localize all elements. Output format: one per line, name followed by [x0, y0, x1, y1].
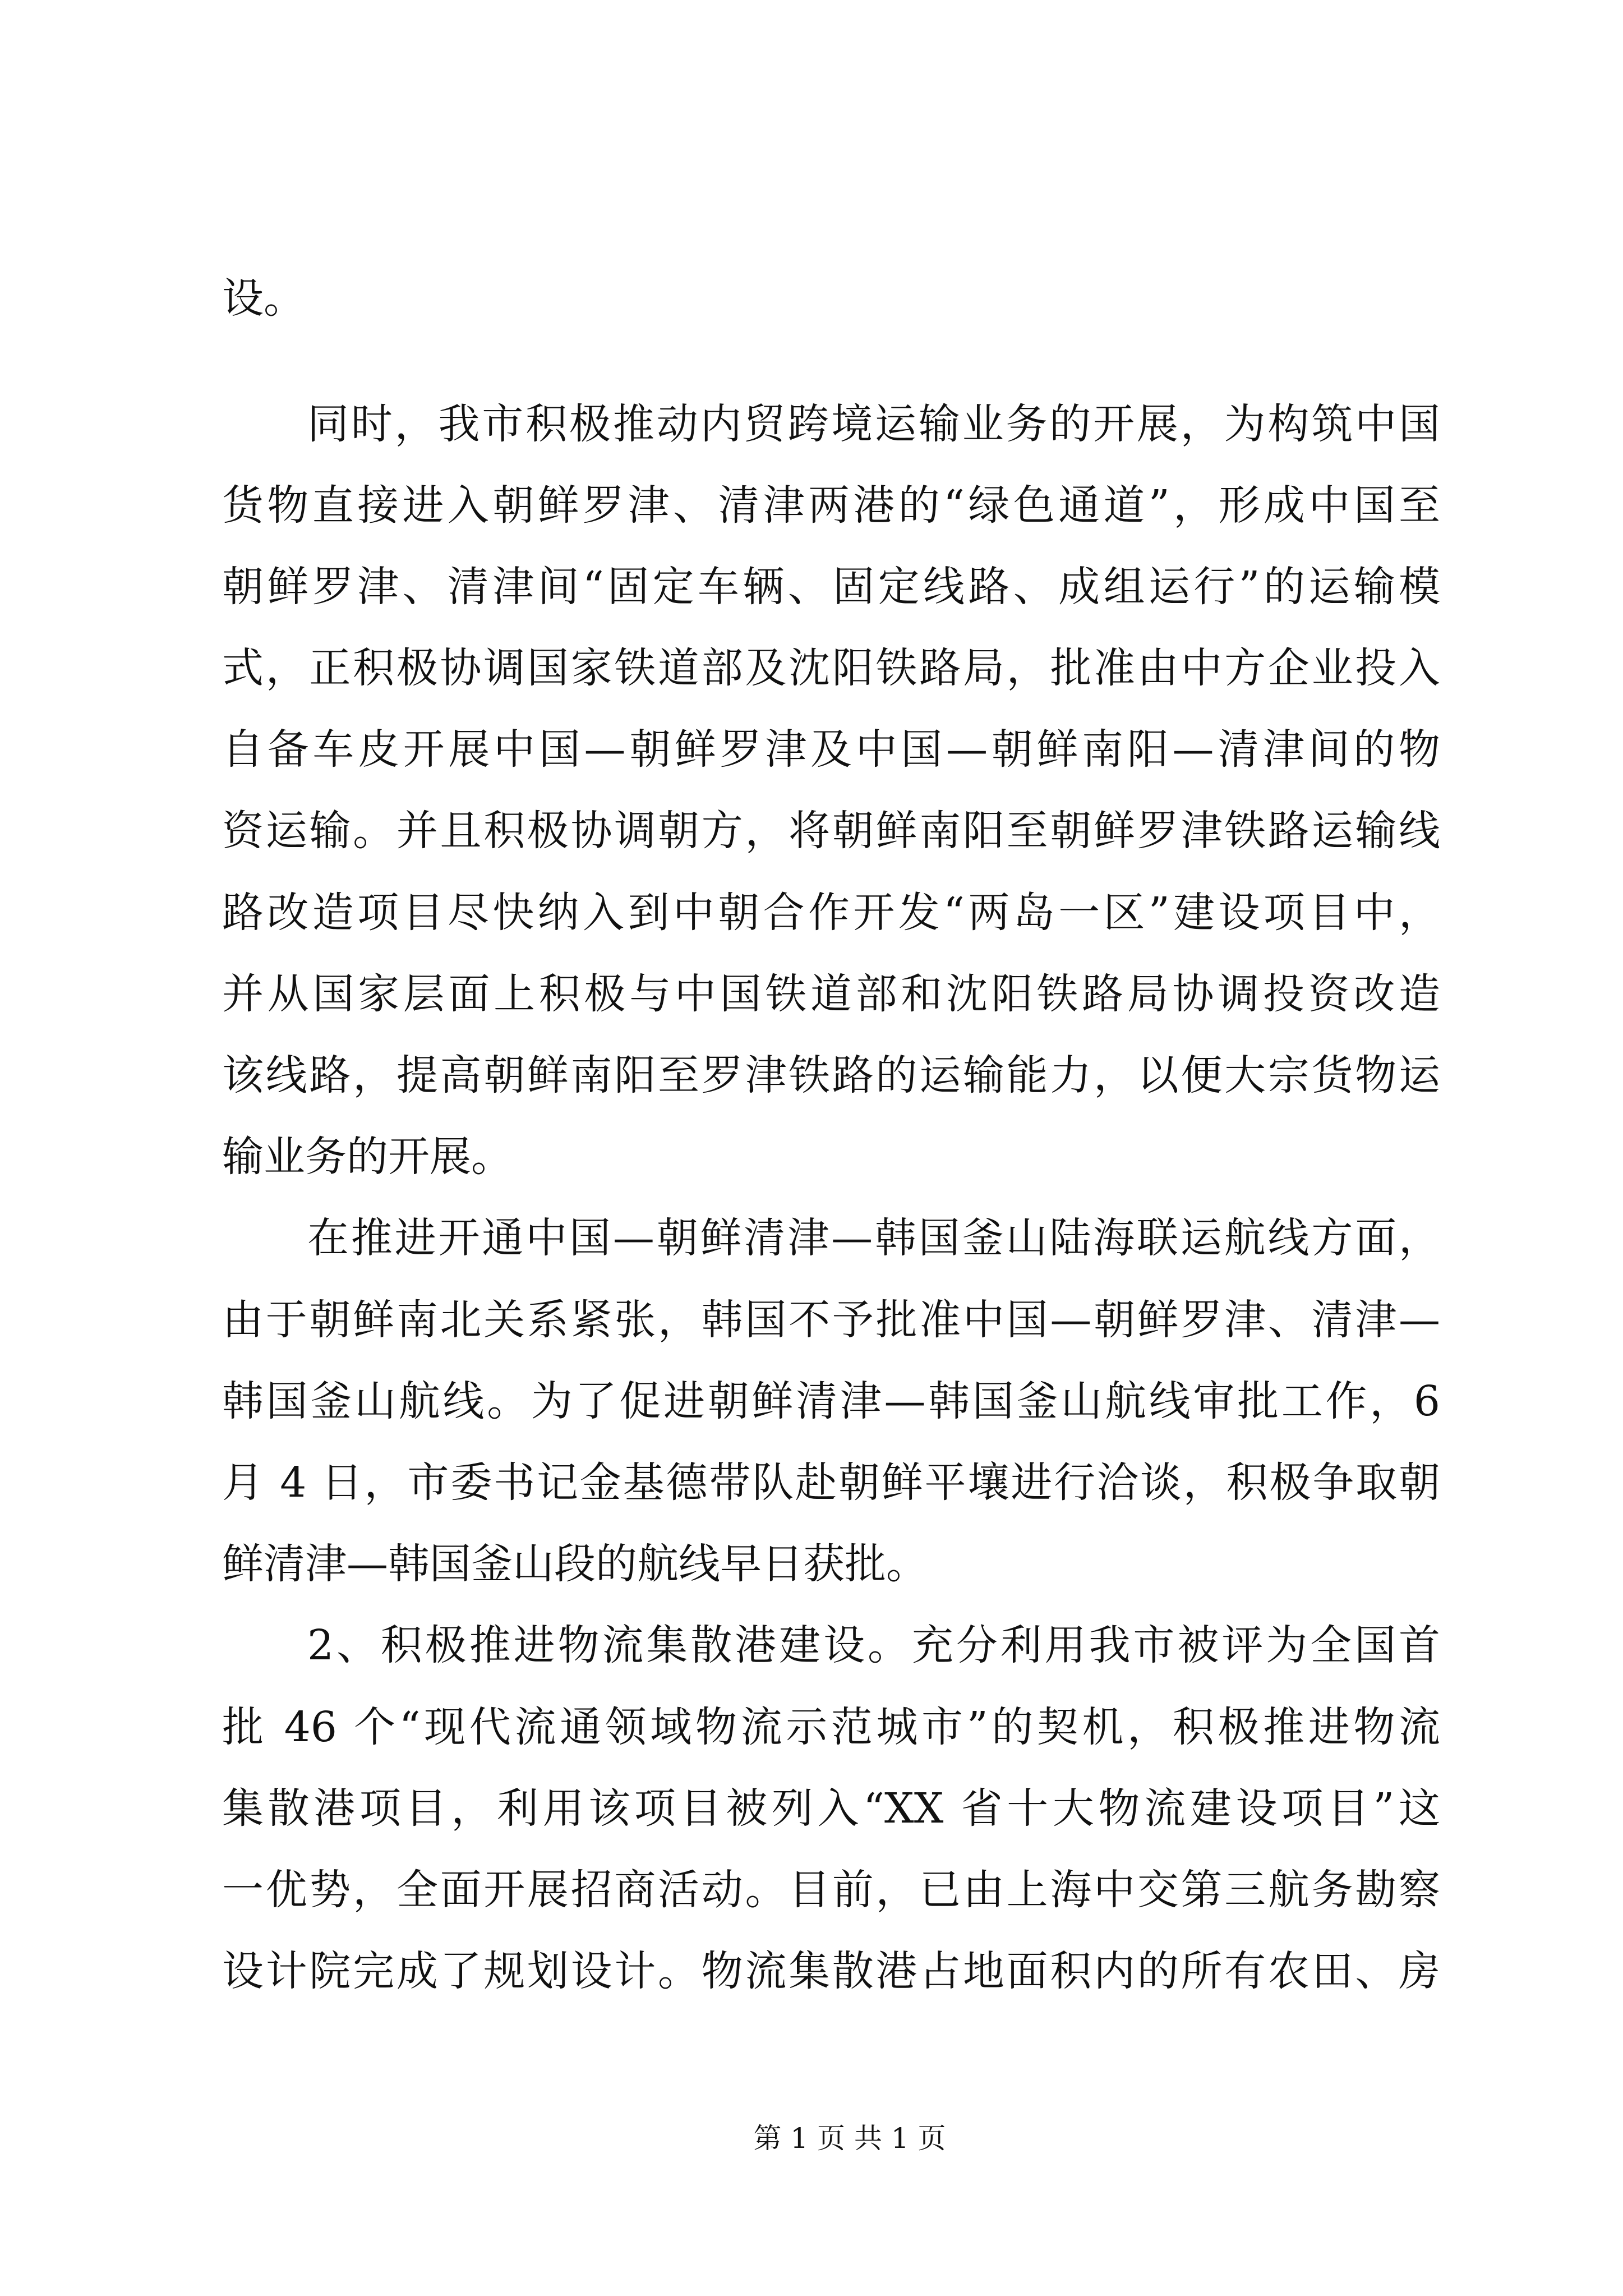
text-line: 韩国釜山航线。为了促进朝鲜清津—韩国釜山航线审批工作，6	[222, 1377, 1440, 1425]
text-line: 并从国家层面上积极与中国铁道部和沈阳铁路局协调投资改造	[222, 969, 1440, 1018]
paragraph	[222, 384, 1440, 1198]
text-line: 鲜清津—韩国釜山段的航线早日获批。	[222, 1540, 928, 1589]
paragraph	[222, 1605, 1440, 2012]
page-footer: 第 1 页 共 1 页	[753, 2122, 946, 2155]
text-line: 一优势，全面开展招商活动。目前，已由上海中交第三航务勘察	[222, 1865, 1440, 1914]
text-line: 批 46 个“现代流通领域物流示范城市”的契机，积极推进物流	[222, 1703, 1440, 1751]
text-line: 朝鲜罗津、清津间“固定车辆、固定线路、成组运行”的运输模	[222, 562, 1440, 611]
text-line: 式，正积极协调国家铁道部及沈阳铁路局，批准由中方企业投入	[222, 644, 1440, 693]
text-line: 同时，我市积极推动内贸跨境运输业务的开展，为构筑中国	[307, 399, 1440, 448]
text-line: 货物直接进入朝鲜罗津、清津两港的“绿色通道”，形成中国至	[222, 481, 1440, 530]
text-line: 由于朝鲜南北关系紧张，韩国不予批准中国—朝鲜罗津、清津—	[222, 1295, 1440, 1344]
text-line: 路改造项目尽快纳入到中朝合作开发“两岛一区”建设项目中，	[222, 888, 1440, 937]
text-line: 设计院完成了规划设计。物流集散港占地面积内的所有农田、房	[222, 1947, 1440, 1996]
text-line: 该线路，提高朝鲜南阳至罗津铁路的运输能力，以便大宗货物运	[222, 1051, 1440, 1099]
text-line: 集散港项目，利用该项目被列入“XX 省十大物流建设项目”这	[222, 1784, 1440, 1833]
text-line: 自备车皮开展中国—朝鲜罗津及中国—朝鲜南阳—清津间的物	[222, 725, 1440, 774]
text-line: 设。	[222, 274, 305, 323]
paragraph	[222, 1198, 1440, 1605]
text-line: 2、积极推进物流集散港建设。充分利用我市被评为全国首	[307, 1621, 1440, 1670]
document-body	[222, 384, 1440, 2013]
text-line: 输业务的开展。	[222, 1133, 513, 1181]
text-line: 在推进开通中国—朝鲜清津—韩国釜山陆海联运航线方面，	[307, 1214, 1440, 1263]
text-line: 月 4 日，市委书记金基德带队赴朝鲜平壤进行洽谈，积极争取朝	[222, 1458, 1440, 1507]
document-body-top	[222, 258, 1440, 339]
paragraph	[222, 258, 1440, 339]
text-line: 资运输。并且积极协调朝方，将朝鲜南阳至朝鲜罗津铁路运输线	[222, 807, 1440, 855]
